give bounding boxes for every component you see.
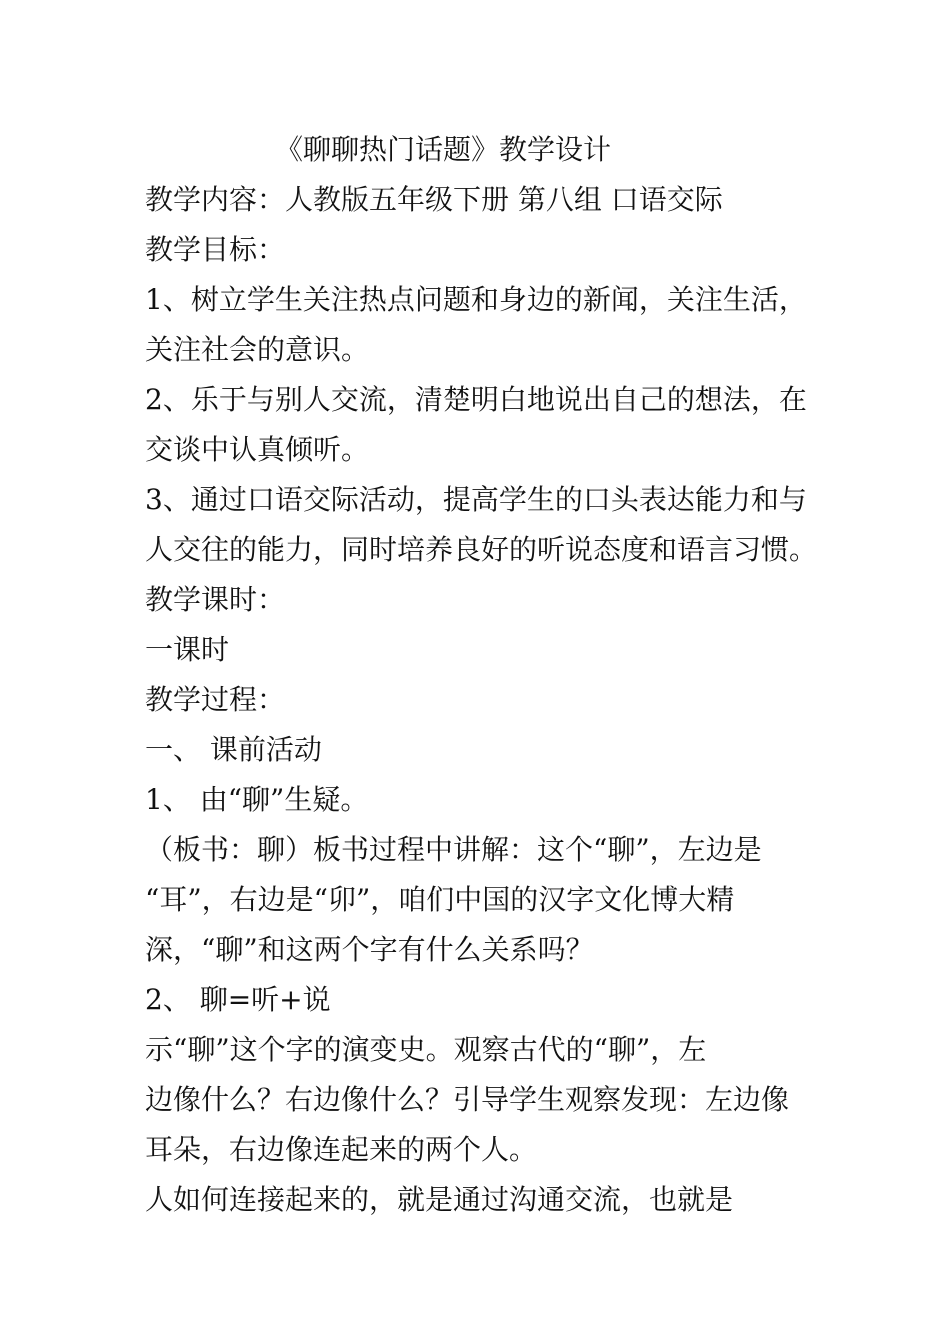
step-2-paragraph-line-2: 边像什么？右边像什么？引导学生观察发现：左边像: [145, 1083, 790, 1116]
goal-3-line-2: 人交往的能力，同时培养良好的听说态度和语言习惯。: [145, 533, 818, 566]
step-1-paragraph-line-2: “耳”，右边是“卯”，咱们中国的汉字文化博大精: [145, 883, 735, 916]
step-2-paragraph-line-1: 示“聊”这个字的演变史。观察古代的“聊”，左: [145, 1033, 707, 1066]
step-1-heading: 1、 由“聊”生疑。: [145, 783, 369, 816]
goal-1-line-2: 关注社会的意识。: [145, 333, 370, 366]
document-title: 《聊聊热门话题》教学设计: [275, 133, 612, 166]
step-2-paragraph-line-3: 耳朵，右边像连起来的两个人。: [145, 1133, 538, 1166]
teaching-content-line: 教学内容：人教版五年级下册 第八组 口语交际: [145, 183, 723, 216]
goal-2-line-1: 2、乐于与别人交流，清楚明白地说出自己的想法，在: [145, 383, 807, 416]
teaching-goals-heading: 教学目标：: [145, 233, 286, 266]
goal-2-line-2: 交谈中认真倾听。: [145, 433, 370, 466]
goal-3-line-1: 3、通过口语交际活动，提高学生的口头表达能力和与: [145, 483, 807, 516]
step-1-paragraph-line-1: （板书：聊）板书过程中讲解：这个“聊”，左边是: [145, 833, 762, 866]
section-1-heading: 一、 课前活动: [145, 733, 322, 766]
teaching-process-heading: 教学过程：: [145, 683, 286, 716]
class-hours-heading: 教学课时：: [145, 583, 286, 616]
step-1-paragraph-line-3: 深，“聊”和这两个字有什么关系吗？: [145, 933, 594, 966]
step-2-heading: 2、 聊=听+说: [145, 983, 331, 1016]
goal-1-line-1: 1、树立学生关注热点问题和身边的新闻，关注生活，: [145, 283, 807, 316]
class-hours-value: 一课时: [145, 633, 230, 666]
step-2-paragraph-line-4: 人如何连接起来的，就是通过沟通交流，也就是: [145, 1183, 734, 1216]
